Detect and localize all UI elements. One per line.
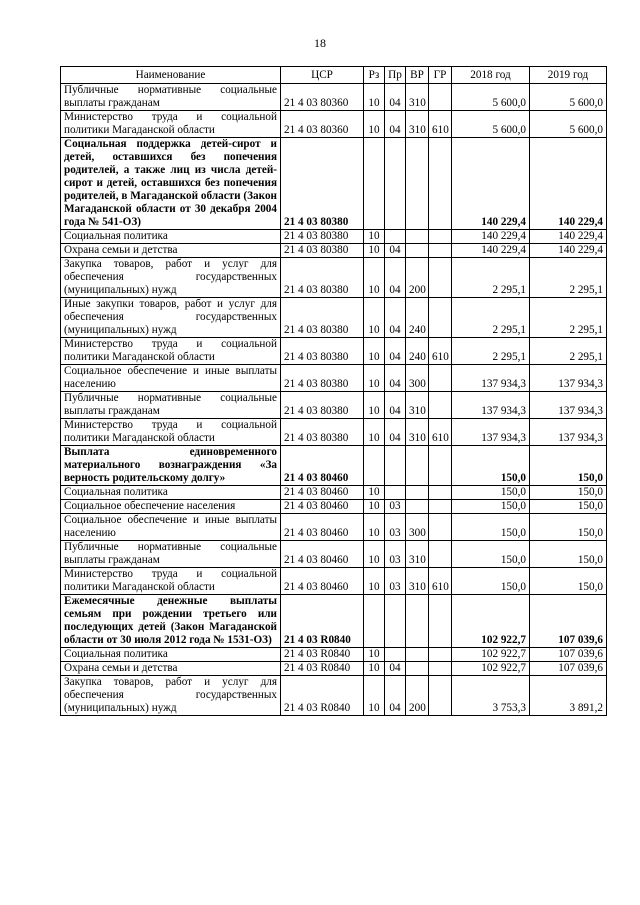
cell-2018: 150,0 [452,446,530,486]
cell-csr: 21 4 03 80460 [281,568,364,595]
cell-vr: 310 [406,419,429,446]
cell-rz: 10 [364,84,385,111]
cell-pr [385,648,406,662]
table-row [61,244,607,258]
header-2019: 2019 год [530,67,607,84]
cell-gr [429,486,452,500]
cell-gr [429,392,452,419]
cell-pr: 04 [385,419,406,446]
cell-2018: 102 922,7 [452,648,530,662]
cell-gr [429,514,452,541]
cell-rz: 10 [364,500,385,514]
cell-vr [406,648,429,662]
cell-pr [385,138,406,230]
header-vr: ВР [406,67,429,84]
table-row [61,338,607,365]
cell-csr: 21 4 03 80360 [281,84,364,111]
cell-2019: 137 934,3 [530,419,607,446]
cell-csr: 21 4 03 80460 [281,500,364,514]
cell-rz: 10 [364,338,385,365]
cell-gr [429,258,452,298]
cell-vr: 310 [406,568,429,595]
cell-csr: 21 4 03 R0840 [281,595,364,648]
table-row [61,541,607,568]
cell-2019: 107 039,6 [530,662,607,676]
cell-2019: 2 295,1 [530,298,607,338]
cell-gr [429,230,452,244]
cell-gr: 610 [429,419,452,446]
table-row [61,514,607,541]
cell-2018: 102 922,7 [452,662,530,676]
cell-2018: 150,0 [452,541,530,568]
page-number: 18 [314,36,326,50]
table-row [61,230,607,244]
cell-name: Охрана семьи и детства [61,244,281,258]
cell-vr: 300 [406,514,429,541]
table-row [61,568,607,595]
cell-gr [429,500,452,514]
cell-2018: 140 229,4 [452,244,530,258]
cell-2019: 107 039,6 [530,595,607,648]
cell-2018: 150,0 [452,514,530,541]
cell-rz: 10 [364,230,385,244]
table-body [61,84,607,716]
cell-gr: 610 [429,568,452,595]
cell-vr [406,138,429,230]
cell-csr: 21 4 03 80380 [281,244,364,258]
table-row [61,84,607,111]
cell-vr: 310 [406,392,429,419]
cell-gr [429,298,452,338]
cell-gr [429,648,452,662]
cell-2018: 102 922,7 [452,595,530,648]
cell-csr: 21 4 03 80460 [281,541,364,568]
table-row [61,392,607,419]
cell-rz: 10 [364,648,385,662]
cell-name: Социальная политика [61,648,281,662]
cell-2018: 2 295,1 [452,338,530,365]
table-row [61,258,607,298]
cell-pr: 04 [385,365,406,392]
cell-csr: 21 4 03 80460 [281,486,364,500]
cell-2019: 140 229,4 [530,244,607,258]
cell-2018: 5 600,0 [452,84,530,111]
cell-pr: 03 [385,500,406,514]
cell-vr: 310 [406,541,429,568]
cell-gr [429,365,452,392]
table-row [61,595,607,648]
cell-2019: 150,0 [530,500,607,514]
cell-pr: 04 [385,298,406,338]
header-2018: 2018 год [452,67,530,84]
cell-pr: 03 [385,541,406,568]
cell-2019: 150,0 [530,568,607,595]
header-gr: ГР [429,67,452,84]
cell-vr: 300 [406,365,429,392]
cell-gr [429,676,452,716]
cell-2019: 2 295,1 [530,258,607,298]
cell-vr: 240 [406,338,429,365]
cell-2019: 137 934,3 [530,365,607,392]
cell-rz: 10 [364,392,385,419]
cell-vr [406,500,429,514]
cell-vr [406,446,429,486]
cell-pr: 04 [385,244,406,258]
cell-vr: 310 [406,84,429,111]
cell-vr [406,595,429,648]
cell-2018: 150,0 [452,568,530,595]
cell-2018: 140 229,4 [452,138,530,230]
cell-name: Министерство труда и социальной политики Магаданской области [61,419,281,446]
table-row [61,298,607,338]
cell-rz: 10 [364,419,385,446]
cell-2019: 150,0 [530,446,607,486]
cell-rz [364,138,385,230]
table-row [61,486,607,500]
cell-name: Публичные нормативные социальные выплаты гражданам [61,392,281,419]
cell-pr [385,595,406,648]
cell-2019: 140 229,4 [530,138,607,230]
table-row [61,365,607,392]
cell-csr: 21 4 03 80380 [281,338,364,365]
cell-csr: 21 4 03 80380 [281,298,364,338]
cell-csr: 21 4 03 R0840 [281,676,364,716]
cell-rz: 10 [364,244,385,258]
cell-2018: 137 934,3 [452,392,530,419]
cell-rz [364,595,385,648]
cell-pr [385,486,406,500]
cell-vr: 200 [406,676,429,716]
table-row [61,662,607,676]
cell-gr [429,662,452,676]
cell-name: Иные закупки товаров, работ и услуг для обеспечения государственных (муниципальных) нужд [61,298,281,338]
table-row [61,111,607,138]
cell-2019: 2 295,1 [530,338,607,365]
cell-gr [429,84,452,111]
cell-pr: 04 [385,84,406,111]
cell-2019: 3 891,2 [530,676,607,716]
cell-vr [406,244,429,258]
cell-vr [406,486,429,500]
cell-2018: 2 295,1 [452,298,530,338]
cell-name: Министерство труда и социальной политики Магаданской области [61,338,281,365]
cell-name: Закупка товаров, работ и услуг для обеспечения государственных (муниципальных) нужд [61,258,281,298]
cell-2019: 107 039,6 [530,648,607,662]
cell-pr: 04 [385,258,406,298]
cell-2018: 2 295,1 [452,258,530,298]
table-row [61,138,607,230]
cell-vr: 240 [406,298,429,338]
cell-name: Ежемесячные денежные выплаты семьям при рождении третьего или последующих детей (Закон Магаданской области от 30 июля 2012 года № 1531-ОЗ) [61,595,281,648]
cell-csr: 21 4 03 80380 [281,230,364,244]
cell-2018: 140 229,4 [452,230,530,244]
cell-name: Министерство труда и социальной политики Магаданской области [61,568,281,595]
cell-name: Социальное обеспечение и иные выплаты населению [61,514,281,541]
cell-name: Социальное обеспечение и иные выплаты населению [61,365,281,392]
cell-pr: 04 [385,662,406,676]
cell-pr [385,230,406,244]
cell-2018: 150,0 [452,486,530,500]
cell-csr: 21 4 03 80380 [281,138,364,230]
cell-name: Социальная поддержка детей-сирот и детей, оставшихся без попечения родителей, а также лиц из числа детей-сирот и детей, оставшихся без попечения родителей, в Магаданской области (Закон Магаданской области от 30 декабря 2004 года № 541-ОЗ) [61,138,281,230]
cell-name: Публичные нормативные социальные выплаты гражданам [61,541,281,568]
cell-name: Выплата единовременного материального вознаграждения «За верность родительскому долгу» [61,446,281,486]
table-header-row [61,67,607,84]
cell-csr: 21 4 03 80380 [281,365,364,392]
cell-gr [429,138,452,230]
cell-rz: 10 [364,298,385,338]
table-row [61,500,607,514]
cell-vr [406,662,429,676]
cell-pr: 03 [385,568,406,595]
cell-csr: 21 4 03 R0840 [281,662,364,676]
header-name: Наименование [61,67,281,84]
cell-pr [385,446,406,486]
cell-2019: 150,0 [530,514,607,541]
cell-rz: 10 [364,258,385,298]
cell-name: Охрана семьи и детства [61,662,281,676]
cell-2018: 5 600,0 [452,111,530,138]
cell-rz: 10 [364,662,385,676]
cell-rz [364,446,385,486]
cell-2018: 137 934,3 [452,419,530,446]
cell-name: Министерство труда и социальной политики Магаданской области [61,111,281,138]
cell-2018: 150,0 [452,500,530,514]
cell-rz: 10 [364,111,385,138]
cell-csr: 21 4 03 80460 [281,446,364,486]
cell-name: Социальная политика [61,486,281,500]
table-row [61,648,607,662]
table-row [61,676,607,716]
cell-gr: 610 [429,338,452,365]
cell-csr: 21 4 03 80460 [281,514,364,541]
cell-csr: 21 4 03 80380 [281,419,364,446]
cell-rz: 10 [364,486,385,500]
cell-gr: 610 [429,111,452,138]
cell-rz: 10 [364,568,385,595]
cell-pr: 04 [385,338,406,365]
cell-2018: 3 753,3 [452,676,530,716]
cell-vr [406,230,429,244]
cell-gr [429,595,452,648]
header-csr: ЦСР [281,67,364,84]
cell-csr: 21 4 03 80360 [281,111,364,138]
cell-pr: 04 [385,111,406,138]
cell-2019: 5 600,0 [530,84,607,111]
header-rz: Рз [364,67,385,84]
cell-csr: 21 4 03 80380 [281,392,364,419]
cell-rz: 10 [364,541,385,568]
cell-2019: 150,0 [530,541,607,568]
table-row [61,446,607,486]
cell-2019: 140 229,4 [530,230,607,244]
cell-csr: 21 4 03 80380 [281,258,364,298]
cell-2019: 5 600,0 [530,111,607,138]
cell-vr: 310 [406,111,429,138]
cell-pr: 04 [385,676,406,716]
cell-2019: 150,0 [530,486,607,500]
header-pr: Пр [385,67,406,84]
cell-pr: 03 [385,514,406,541]
cell-vr: 200 [406,258,429,298]
cell-gr [429,541,452,568]
cell-2018: 137 934,3 [452,365,530,392]
cell-rz: 10 [364,514,385,541]
cell-csr: 21 4 03 R0840 [281,648,364,662]
cell-rz: 10 [364,365,385,392]
cell-name: Социальное обеспечение населения [61,500,281,514]
cell-name: Закупка товаров, работ и услуг для обеспечения государственных (муниципальных) нужд [61,676,281,716]
table-row [61,419,607,446]
cell-gr [429,446,452,486]
cell-gr [429,244,452,258]
cell-rz: 10 [364,676,385,716]
budget-table [60,66,607,716]
cell-pr: 04 [385,392,406,419]
cell-name: Социальная политика [61,230,281,244]
cell-2019: 137 934,3 [530,392,607,419]
cell-name: Публичные нормативные социальные выплаты гражданам [61,84,281,111]
